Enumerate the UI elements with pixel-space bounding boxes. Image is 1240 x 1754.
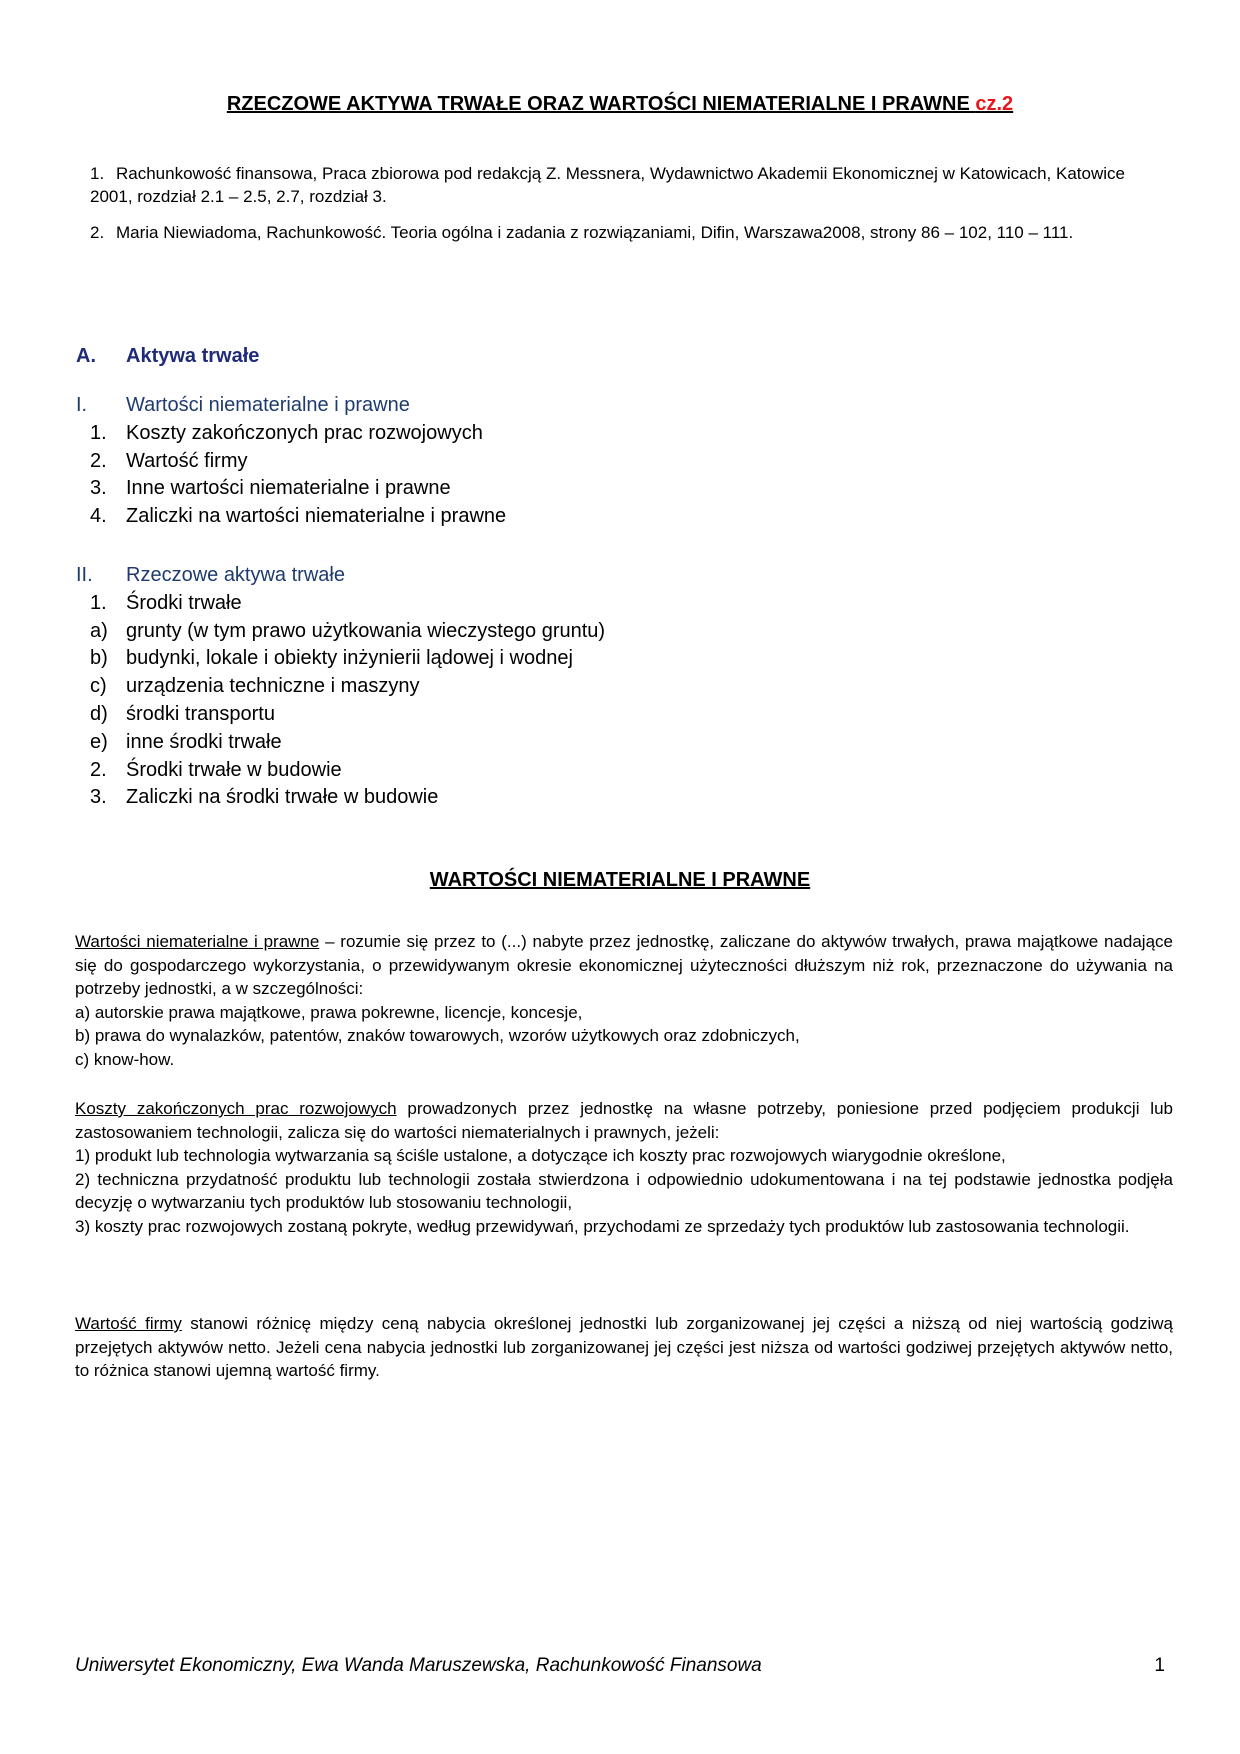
document-title-main: RZECZOWE AKTYWA TRWAŁE ORAZ WARTOŚCI NIEMATERIALNE I PRAWNE <box>226 93 976 115</box>
reference-text: Maria Niewiadoma, Rachunkowość. Teoria ogólna i zadania z rozwiązaniami, Difin, Warszawa2008, strony 86 – 102, 110 – 111. <box>116 223 1074 242</box>
list-item-text: Środki trwałe <box>126 591 242 614</box>
definition-line: 1) produkt lub technologia wytwarzania są ściśle ustalone, a dotyczące ich koszty prac rozwojowych wiarygodnie określone, <box>75 1146 1006 1165</box>
list-item <box>76 503 976 531</box>
list-marker: b) <box>90 647 108 670</box>
definition-paragraph <box>75 1312 1173 1383</box>
reference-number: 1. <box>90 164 105 183</box>
list-item-text: grunty (w tym prawo użytkowania wieczystego gruntu) <box>126 619 606 642</box>
list-item <box>76 448 976 476</box>
definition-term: Koszty zakończonych prac rozwojowych <box>75 1099 397 1118</box>
list-item <box>76 729 976 757</box>
page-number: 1 <box>1154 1655 1165 1676</box>
definition-lead <box>75 1312 1173 1383</box>
definition-line: 2) techniczna przydatność produktu lub technologii została stwierdzona i odpowiednio udokumentowana i na tej podstawie jednostka podjęła decyzję o wytwarzaniu tych produktów lub stosowaniu technologii, <box>75 1169 1173 1212</box>
list-item-text: Inne wartości niematerialne i prawne <box>126 477 451 500</box>
list-marker: 4. <box>90 505 107 528</box>
list-item-text: Wartość firmy <box>126 449 248 472</box>
list-item <box>76 590 976 618</box>
list-marker: d) <box>90 702 108 725</box>
footer-text: Uniwersytet Ekonomiczny, Ewa Wanda Maruszewska, Rachunkowość Finansowa <box>75 1655 762 1676</box>
list-item-text: budynki, lokale i obiekty inżynierii lądowej i wodnej <box>126 647 573 670</box>
section-a-label: Aktywa trwałe <box>126 345 260 367</box>
list-item-text: środki transportu <box>126 702 275 725</box>
references-list <box>90 162 1168 257</box>
list-item-text: inne środki trwałe <box>126 730 282 753</box>
section-a-letter: A. <box>76 345 96 367</box>
group-i-list <box>76 392 976 531</box>
definition-line: a) autorskie prawa majątkowe, prawa pokrewne, licencje, koncesje, <box>75 1002 583 1022</box>
list-item <box>76 645 976 673</box>
definition-body: stanowi różnicę między ceną nabycia określonej jednostki lub zorganizowanej jej części a niższą od niej wartością godziwą przejętych aktywów netto. Jeżeli cena nabycia jednostki lub zorganizowanej jej części jest niższa od wartości godziwej przejętych aktywów netto, to różnica stanowi ujemną wartość firmy. <box>75 1314 1173 1380</box>
definition-line: 3) koszty prac rozwojowych zostaną pokryte, według przewidywań, przychodami ze sprzedaży tych produktów lub zastosowania technologii. <box>75 1216 1130 1236</box>
definition-term: Wartość firmy <box>75 1314 182 1333</box>
list-item <box>76 673 976 701</box>
definition-body: prowadzonych przez jednostkę na własne potrzeby, poniesione przed podjęciem produkcji lub zastosowaniem technologii, zalicza się do wartości niematerialnych i prawnych, jeżeli: <box>75 1099 1173 1142</box>
list-marker: 3. <box>90 477 107 500</box>
group-ii-list <box>76 562 976 812</box>
group-i-heading <box>76 392 976 420</box>
definition-paragraph <box>75 930 1173 1071</box>
list-marker: II. <box>76 564 93 586</box>
list-marker: e) <box>90 730 108 753</box>
definition-term: Wartości niematerialne i prawne <box>75 932 320 951</box>
list-marker: I. <box>76 394 88 416</box>
reference-number: 2. <box>90 223 105 242</box>
list-heading-label: Rzeczowe aktywa trwałe <box>126 564 345 586</box>
list-marker: 1. <box>90 421 107 444</box>
document-title-part: cz.2 <box>975 93 1014 115</box>
section-heading: WARTOŚCI NIEMATERIALNE I PRAWNE <box>429 869 811 891</box>
section-a-heading <box>76 344 259 368</box>
definition-lead <box>75 1097 1173 1144</box>
list-item-text: Zaliczki na wartości niematerialne i prawne <box>126 505 507 528</box>
group-ii-heading <box>76 562 976 590</box>
definition-body: – rozumie się przez to (...) nabyte przez jednostkę, zaliczane do aktywów trwałych, prawa majątkowe nadające się do gospodarczego wykorzystania, o przewidywanym okresie ekonomicznej użyteczności dłuższym niż rok, przeznaczone do używania na potrzeby jednostki, a w szczególności: <box>75 932 1173 998</box>
list-heading-label: Wartości niematerialne i prawne <box>126 394 410 416</box>
document-title <box>0 92 1240 116</box>
list-item-text: Koszty zakończonych prac rozwojowych <box>126 421 483 444</box>
list-marker: a) <box>90 619 108 642</box>
list-item <box>76 618 976 646</box>
list-item-text: Środki trwałe w budowie <box>126 758 342 781</box>
reference-item <box>90 221 1168 244</box>
page-footer <box>75 1654 1165 1678</box>
reference-text: Rachunkowość finansowa, Praca zbiorowa pod redakcją Z. Messnera, Wydawnictwo Akademii Ekonomicznej w Katowicach, Katowice 2001, rozdział 2.1 – 2.5, 2.7, rozdział 3. <box>90 164 1125 206</box>
definition-line: c) know-how. <box>75 1049 175 1069</box>
list-marker: 2. <box>90 758 107 781</box>
list-marker: c) <box>90 675 107 698</box>
list-item <box>76 784 976 812</box>
list-marker: 3. <box>90 786 107 809</box>
list-marker: 1. <box>90 591 107 614</box>
reference-item <box>90 162 1168 208</box>
definition-paragraph <box>75 1097 1173 1238</box>
list-item <box>76 701 976 729</box>
list-item-text: urządzenia techniczne i maszyny <box>126 675 420 698</box>
list-item <box>76 757 976 785</box>
definition-lead <box>75 930 1173 1001</box>
list-marker: 2. <box>90 449 107 472</box>
list-item-text: Zaliczki na środki trwałe w budowie <box>126 786 439 809</box>
definition-line: b) prawa do wynalazków, patentów, znaków towarowych, wzorów użytkowych oraz zdobniczych, <box>75 1026 800 1045</box>
list-item <box>76 420 976 448</box>
list-item <box>76 475 976 503</box>
